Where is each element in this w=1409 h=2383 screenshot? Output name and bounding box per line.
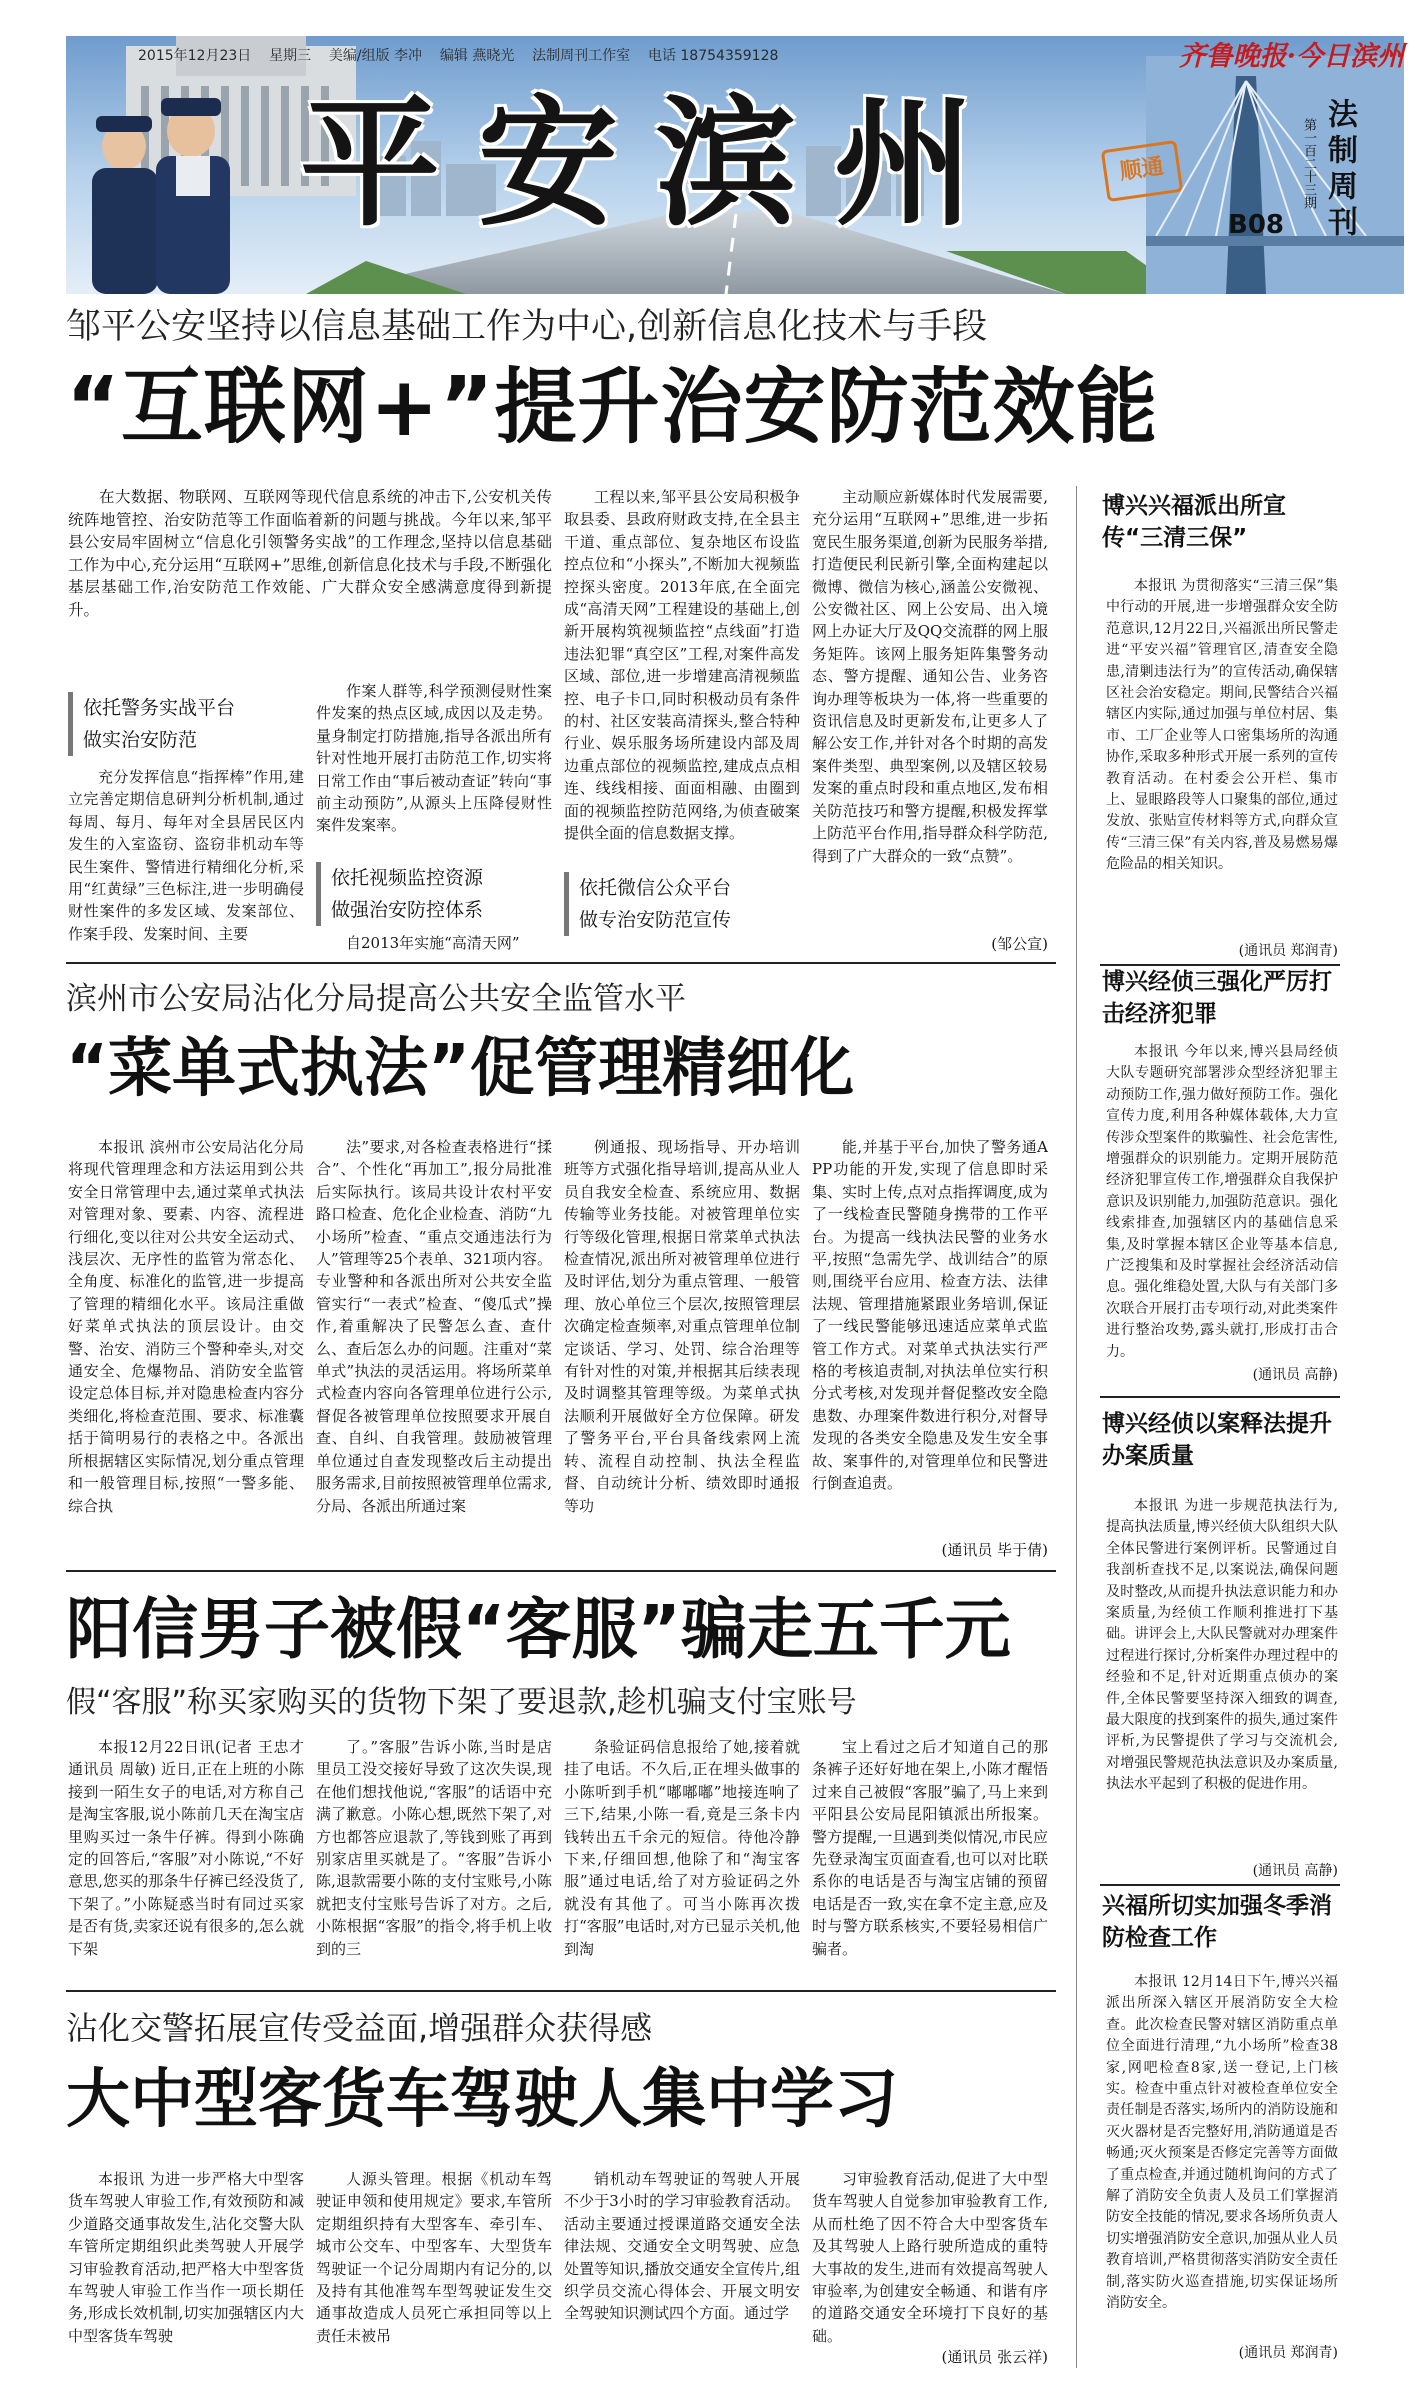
story2-kicker: 滨州市公安局沾化分局提高公共安全监管水平 [66,981,686,1017]
story2-col2-text: 法”要求,对各检查表格进行“揉合”、个性化“再加工”,报分局批准后实际执行。该局共设计农村平安路口检查、危化企业检查、消防“九小场所”检查、“重点交通违法行为人”管理等25个表单、321项内容。专业警种和各派出所对公共安全监管实行“一表式”检查、“傻瓜式”操作,着重解决了民警怎么查、查什么、查后怎么办的问题。注重对“菜单式”执法的灵活运用。将场所菜单式检查内容向各管理单位进行公示,督促各被管理单位按照要求开展自查、自纠、自我管理。鼓励被管理单位通过自查发现整改后主动提出服务需求,目前按照被管理单位需求,分局、各派出所通过案 [316,1138,552,1515]
story3-col1-text: 本报12月22日讯(记者 王忠才 通讯员 周敏) 近日,正在上班的小陈接到一陌生女子的电话,对方称自己是淘宝客服,说小陈前几天在淘宝店里购买过一条牛仔裤。得到小陈确定的回答后,“客服”对小陈说,“不好意思,您买的那条牛仔裤已经没货了,下架了。”小陈疑惑当时有同过买家是否有货,卖家还说有很多的,怎么就下架 [68,1738,304,1958]
side1-headline: 博兴兴福派出所宣传“三清三保” [1102,493,1286,551]
sidebar-vertical-rule [1076,486,1077,2368]
story2-col3-text: 例通报、现场指导、开办培训班等方式强化指导培训,提高从业人员自我安全检查、系统应用、数据传输等业务技能。对被管理单位实行等级化管理,根据日常菜单式执法检查情况,派出所对被管理单位进行及时评估,划分为重点管理、一般管理、放心单位三个层次,按照管理层次确定检查频率,对重点管理单位制定谈话、学习、处罚、综合治理等有针对性的对策,并根据其后续表现及时调整其管理等级。为菜单式执法顺利开展做好全方位保障。研发了警务平台,平台具备线索网上流转、流程自动控制、执法全程监督、自动统计分析、绩效即时通报等功 [564,1138,800,1515]
story1-col1-text: 充分发挥信息“指挥棒”作用,建立完善定期信息研判分析机制,通过每周、每月、每年对全县居民区内发生的入室盗窃、盗窃非机动车等民生案件、警情进行精细化分析,采用“红黄绿”三色标注,进一步明确侵财性案件的多发区域、发案部位、作案手段、发案时间、主要 [68,768,304,943]
story1-subhead-2 [316,862,567,926]
divider-3 [66,1990,1056,1992]
side3-headline: 博兴经侦以案释法提升办案质量 [1102,1411,1332,1469]
story1-subhead-3-line2: 做专治安防范宣传 [579,909,732,931]
side3-body [1106,1496,1338,1860]
story1-kicker: 邹平公安坚持以信息基础工作为中心,创新信息化技术与手段 [66,307,988,347]
story4-byline: (通讯员 张云祥) [941,2348,1048,2366]
newspaper-name: 齐鲁晚报·今日滨州 [1178,41,1404,72]
issue-date: 2015年12月23日 [138,48,252,64]
story1-col2b-text: 自2013年实施“高清天网” [346,934,520,952]
story3-headline: 阳信男子被假“客服”骗走五千元 [66,1591,1011,1668]
story1-col3-text: 工程以来,邹平县公安局积极争取县委、县政府财政支持,在全县主干道、重点部位、复杂地区布设监控点位和“小探头”,不断加大视频监控探头密度。2013年底,在全面完成“高清天网”工程建设的基础上,创新开展构筑视频监控“点线面”打造违法犯罪“真空区”工程,对案件高发区域、部位,进一步增建高清视频监控、电子卡口,同时积极动员有条件的村、社区安装高清探头,整合特种行业、娱乐服务场所建设内部及周边重点部位的视频监控,建成点点相连、线线相接、面面相融、由圈到面的视频监控防范网络,为侦查破案提供全面的信息数据支撑。 [564,488,800,843]
side1-body [1106,576,1338,940]
story1-lead [68,486,552,668]
story4-col1-text: 本报讯 为进一步严格大中型客货车驾驶人审验工作,有效预防和减少道路交通事故发生,沾化交警大队车管所定期组织此类驾驶人开展学习审验教育活动,把严格大中型客货车驾驶人审验工作当作一项长期任务,形成长效机制,切实加强辖区内大中型客货车驾驶 [68,2170,304,2345]
story4-col3-text: 销机动车驾驶证的驾驶人开展不少于3小时的学习审验教育活动。活动主要通过授课道路交通安全法律法规、交通安全文明驾驶、应急处置等知识,播放交通安全宣传片,组织学员交流心得体会、开展文明安全驾驶知识测试四个方面。通过学 [564,2170,800,2323]
story3-col4-text: 宝上看过之后才知道自己的那条裤子还好好地在架上,小陈才醒悟过来自己被假“客服”骗了,马上来到平阳县公安局昆阳镇派出所报案。警方提醒,一旦遇到类似情况,市民应先登录淘宝页面查看,也可以对比联系你的电话是否与淘宝店铺的预留电话是否一致,实在拿不定主意,应及时与警方联系核实,不要轻易相信广骗者。 [812,1738,1048,1958]
story4-col4 [812,2168,1048,2346]
story2-col4-text: 能,并基于平台,加快了警务通APP功能的开发,实现了信息即时采集、实时上传,点对点指挥调度,成为了一线检查民警随身携带的工作平台。为提高一线执法民警的业务水平,按照“急需先学、战训结合”的原则,围绕平台应用、检查方法、法律法规、管理措施紧跟业务培训,保证了一线民警能够迅速适应菜单式监管工作方式。对菜单式执法实行严格的考核追责制,对执法单位实行积分式考核,对发现并督促整改安全隐患数、办理案件数进行积分,对督导发现的各类安全隐患及发生安全事故、案事件的,对管理单位和民警进行倒查追责。 [812,1138,1048,1493]
side-divider-2 [1100,1396,1340,1398]
side2-body [1106,1042,1338,1364]
story3-col2-text: 了。”客服”告诉小陈,当时是店里员工没交接好导致了这次失误,现在他们想找他说,“客服”的话语中充满了歉意。小陈心想,既然下架了,对方也都答应退款了,等钱到账了再到别家店里买就是了。“客服”告诉小陈,退款需要小陈的支付宝账号,小陈就把支付宝账号告诉了对方。之后,小陈根据“客服”的指令,将手机上收到的三 [316,1738,552,1958]
story1-subhead-3-line1: 依托微信公众平台 [579,877,732,899]
story1-subhead-2-line2: 做强治安防控体系 [331,899,484,921]
story1-subhead-3 [564,872,815,936]
story1-col2-text: 作案人群等,科学预测侵财性案件发案的热点区域,成因以及走势。量身制定打防措施,指导各派出所有针对性地开展打击防范工作,切实将日常工作由“事后被动查证”转向“事前主动预防”,从源头上压降侵财性案件发案率。 [316,682,552,835]
story2-headline: “菜单式执法”促管理精细化 [66,1032,855,1106]
desk-editor: 编辑 燕晓光 [439,48,515,64]
office-phone: 电话 18754359128 [647,48,779,64]
story4-col3 [564,2168,800,2368]
story3-deck: 假“客服”称买家购买的货物下架了要退款,趁机骗支付宝账号 [66,1685,857,1720]
story2-col1-text: 本报讯 滨州市公安局沾化分局将现代管理理念和方法运用到公共安全日常管理中去,通过菜单式执法对管理对象、要素、内容、流程进行细化,变以往对公共安全运动式、浅层次、无序性的监管为常态化、全角度、标准化的监管,进一步提高了管理的精细化水平。该局注重做好菜单式执法的顶层设计。由交警、治安、消防三个警种牵头,对交通安全、危爆物品、消防安全监管设定总体目标,并对隐患检查内容分类细化,将检查范围、要求、标准囊括于简明易行的表格之中。各派出所根据辖区实际情况,划分重点管理和一般管理目标,按照“一警多能、综合执 [68,1138,304,1515]
office-name: 法制周刊工作室 [532,48,631,64]
story2-col3 [564,1136,800,1562]
divider-2 [66,1570,1056,1572]
side3-byline: (通讯员 高静) [1252,1863,1338,1879]
story3-col4 [812,1736,1048,1980]
side4-headline: 兴福所切实加强冬季消防检查工作 [1102,1893,1332,1951]
side2-text: 本报讯 今年以来,博兴县局经侦大队专题研究部署涉众型经济犯罪主动预防工作,强力做好预防工作。强化宣传力度,利用各种媒体载体,大力宣传涉众型案件的欺骗性、社会危害性,增强群众的识别能力。定期开展防范经济犯罪宣传工作,增强群众自我保护意识及识别能力,加强防范意识。强化线索排查,加强辖区内的基础信息采集,及时掌握本辖区企业等基本信息,广泛搜集和及时掌握社会经济活动信息。强化维稳处置,大队与有关部门多次联合开展打击专项行动,对此类案件进行整治攻势,露头就打,形成打击合力。 [1106,1044,1338,1360]
story2-byline: (通讯员 毕于倩) [941,1541,1048,1559]
side2-headline: 博兴经侦三强化严厉打击经济犯罪 [1102,969,1332,1027]
side3-text: 本报讯 为进一步规范执法行为,提高执法质量,博兴经侦大队组织大队全体民警进行案例评析。民警通过自我剖析查找不足,以案说法,确保问题及时整改,从而提升执法意识能力和办案质量,为经侦工作顺利推进打下基础。讲评会上,大队民警就对办理案件过程进行探讨,分析案件办理过程中的经验和不足,针对近期重点侦办的案件,全体民警要坚持深入细致的调查,最大限度的找到案件的损失,通过案件评析,为民警提供了学习与交流机会,对增强民警规范执法意识及办案质量,执法水平起到了积极的促进作用。 [1106,1498,1338,1793]
story3-col3-text: 条验证码信息报给了她,接着就挂了电话。不久后,正在埋头做事的小陈听到手机“嘟嘟嘟”地接连响了三下,结果,小陈一看,竟是三条卡内钱转出五千余元的短信。待他冷静下来,仔细回想,他除了和“淘宝客服”通过电话,给了对方验证码之外就没有其他了。可当小陈再次拨打“客服”电话时,对方已显示关机,他到淘 [564,1738,800,1958]
divider-1 [66,962,1056,964]
issue-number: 第一百二十三期 [1301,118,1316,209]
story1-subhead-1 [68,692,333,756]
story1-subhead-1-line1: 依托警务实战平台 [83,697,236,719]
page-title: 平安滨州 [300,82,1013,246]
story1-col2b [316,932,552,956]
story2-col1 [68,1136,304,1562]
story1-subhead-1-line2: 做实治安防范 [83,729,198,751]
story1-headline: “互联网+”提升治安防范效能 [66,360,1159,455]
seal-stamp [1101,140,1183,202]
story1-col4 [812,486,1048,932]
story4-col1 [68,2168,304,2368]
side1-byline: (通讯员 郑润青) [1238,943,1338,959]
story3-col3 [564,1736,800,1980]
story1-col2 [316,680,552,862]
story3-col2 [316,1736,552,1980]
story4-kicker: 沾化交警拓展宣传受益面,增强群众获得感 [66,2009,653,2047]
side-divider-3 [1100,1884,1340,1886]
story4-col2 [316,2168,552,2368]
story4-col2-text: 人源头管理。根据《机动车驾驶证申领和使用规定》要求,车管所定期组织持有大型客车、牵引车、城市公交车、中型客车、大型货车驾驶证一个记分周期内有记分的,以及持有其他准驾车型驾驶证发生交通事故造成人员死亡承担同等以上责任未被吊 [316,2170,552,2345]
page-number: B08 [1228,210,1284,240]
issue-weekday: 星期三 [269,48,312,64]
side2-byline: (通讯员 高静) [1252,1367,1338,1383]
side1-text: 本报讯 为贯彻落实“三清三保”集中行动的开展,进一步增强群众安全防范意识,12月22日,兴福派出所民警走进“平安兴福”管理官区,清查安全隐患,清剿违法行为”的宣传活动,确保辖区社会治安稳定。期间,民警结合兴福辖区内实际,通过加强与单位村居、集市、工厂企业等人口密集场所的沟通协作,采取多种形式开展一系列的宣传教育活动。在村委会公开栏、集市上、显眼路段等人口聚集的部位,通过发放、张贴宣传材料等方式,向群众宣传“三清三保”有关内容,普及易燃易爆危险品的相关知识。 [1106,578,1338,873]
masthead-info-line [138,45,898,67]
seal-text: 顺通 [1118,154,1166,185]
story4-col4-text: 习审验教育活动,促进了大中型货车驾驶人自觉参加审验教育工作,从而杜绝了因不符合大中型客货车及其驾驶人上路行驶所造成的重特大事故的发生,进而有效提高驾驶人审验率,为创建安全畅通、和谐有序的道路交通安全环境打下良好的基础。 [812,2170,1048,2345]
story2-col2 [316,1136,552,1562]
story2-col4 [812,1136,1048,1538]
story3-col1 [68,1736,304,1980]
story1-lead-text: 在大数据、物联网、互联网等现代信息系统的冲击下,公安机关传统阵地管控、治安防范等工作面临着新的问题与挑战。今年以来,邹平县公安局牢固树立“信息化引领警务实战”的工作理念,坚持以信息基础工作为中心,充分运用“互联网+”思维,创新信息化技术与手段,不断强化基层基础工作,治安防范工作效能、广大群众安全感满意度得到新提升。 [68,488,552,619]
section-label: 法制周刊 [1322,98,1357,242]
story1-subhead-2-line1: 依托视频监控资源 [331,867,484,889]
side4-text: 本报讯 12月14日下午,博兴兴福派出所深入辖区开展消防安全大检查。此次检查民警对辖区消防重点单位全面进行清理,“九小场所”检查38家,网吧检查8家,送一登记,上门核实。检查中重点针对被检查单位安全责任制是否落实,场所内的消防设施和灭火器材是否完整好用,消防通道是否畅通;灭火预案是否修定完善等方面做了重点检查,并通过随机询问的方式了解了消防安全负责人及员工们掌握消防安全技能的情况,要求各场所负责人切实增强消防安全意识,加强从业人员教育培训,严格贯彻落实消防安全责任制,落实防火巡查措施,切实保证场所消防安全。 [1106,1974,1338,2312]
layout-editor: 美编/组版 李冲 [328,48,423,64]
side4-byline: (通讯员 郑润青) [1238,2345,1338,2361]
story4-headline: 大中型客货车驾驶人集中学习 [66,2063,898,2137]
side4-body [1106,1972,1338,2336]
story1-col4-text: 主动顺应新媒体时代发展需要,充分运用“互联网+”思维,进一步拓宽民生服务渠道,创新为民服务举措,打造便民利民新引擎,全面构建起以微博、微信为核心,涵盖公安微视、公安微社区、网上公安局、出入境网上办证大厅及QQ交流群的网上服务矩阵。该网上服务矩阵集警务动态、警方提醒、通知公告、业务咨询办理等板块为一体,将一些重要的资讯信息及时更新发布,让更多人了解公安工作,并针对各个时期的高发案件类型、典型案例,以及辖区较易发案的重点时段和重点地区,发布相关防范技巧和警方提醒,积极发挥掌上防范平台作用,指导群众科学防范,得到了广大群众的一致“点赞”。 [812,488,1048,865]
story1-col1 [68,766,304,956]
story1-byline: (邹公宣) [991,935,1048,953]
